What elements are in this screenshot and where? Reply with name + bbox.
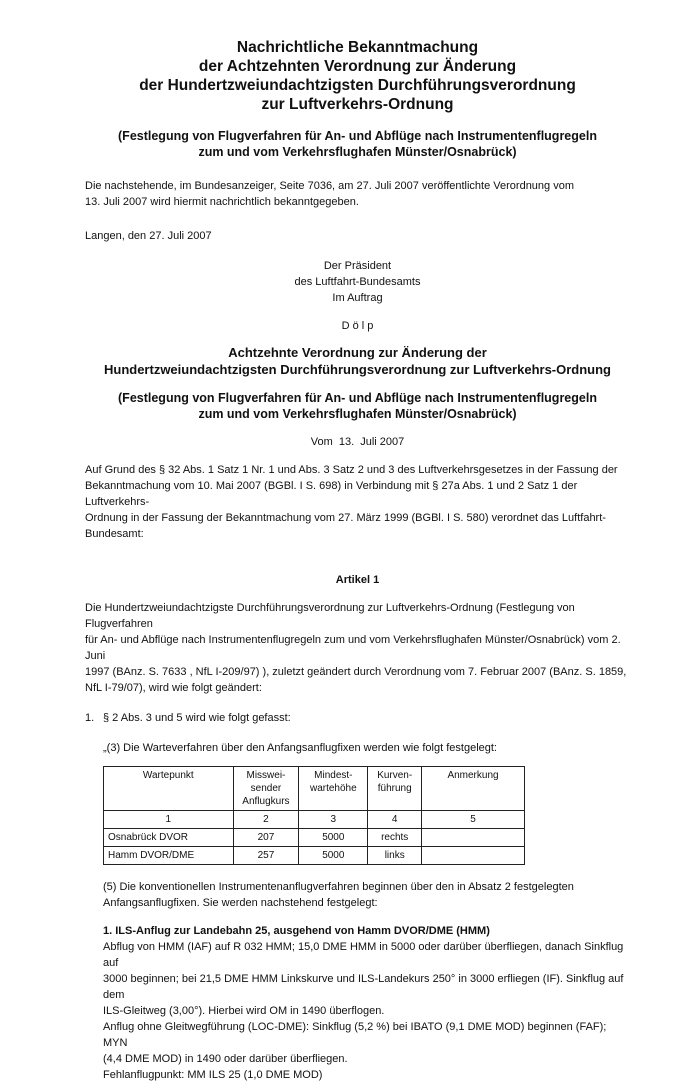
preamble-paragraph — [85, 462, 630, 542]
column-number: 5 — [422, 811, 525, 829]
header-cell-wartepunkt — [104, 767, 234, 811]
header-text: Mindest- — [314, 770, 353, 781]
list-text: § 2 Abs. 3 und 5 wird wie folgt gefasst: — [103, 712, 291, 724]
article-heading: Artikel 1 — [335, 574, 380, 586]
signature-block — [85, 258, 630, 334]
preamble-line: Bundesamt: — [85, 528, 144, 540]
ordinance-subtitle-line: (Festlegung von Flugverfahren für An- und Abflüge nach Instrumentenflugregeln — [118, 391, 597, 405]
ordinance-subtitle — [85, 390, 630, 422]
header-text: Anflugkurs — [242, 796, 290, 807]
table-cell: 5000 — [299, 829, 368, 847]
table-cell — [422, 847, 525, 865]
ils-line: 3000 beginnen; bei 21,5 DME HMM Linkskurve und ILS-Landekurs 250° in 3000 erfliegen (IF). Sinkflug auf dem — [103, 973, 624, 1001]
paragraph-5 — [103, 879, 630, 911]
title-line: zur Luftverkehrs-Ordnung — [261, 96, 454, 113]
intro-line: Die nachstehende, im Bundesanzeiger, Seite 7036, am 27. Juli 2007 veröffentlichte Verordnung vom — [85, 180, 575, 192]
table-cell: Hamm DVOR/DME — [104, 847, 234, 865]
header-text: Kurven- — [377, 770, 413, 781]
header-cell-anmerkung — [422, 767, 525, 811]
header-text: wartehöhe — [309, 783, 357, 794]
list-number: 1. — [85, 712, 95, 724]
holding-table — [103, 766, 525, 865]
table-cell: 257 — [233, 847, 299, 865]
table-number-row — [104, 811, 525, 829]
table-row — [104, 829, 525, 847]
signature-line: Der Präsident — [323, 260, 392, 272]
table-row — [104, 847, 525, 865]
header-text: Anmerkung — [447, 770, 499, 781]
column-number: 2 — [233, 811, 299, 829]
ordinance-title — [85, 344, 630, 378]
preamble-line: Auf Grund des § 32 Abs. 1 Satz 1 Nr. 1 und Abs. 3 Satz 2 und 3 des Luftverkehrsgesetzes in der Fassung der — [85, 464, 618, 476]
table-cell: rechts — [368, 829, 422, 847]
article-line: Die Hundertzweiundachtzigste Durchführungsverordnung zur Luftverkehrs-Ordnung (Festlegung von Flugverfahren — [85, 602, 575, 630]
intro-line: 13. Juli 2007 wird hiermit nachrichtlich bekanntgegeben. — [85, 196, 359, 208]
intro-paragraph — [85, 178, 630, 210]
paragraph-5-line: Anfangsanflugfixen. Sie werden nachstehend festgelegt: — [103, 897, 378, 909]
ils-line: Fehlanflugpunkt: MM ILS 25 (1,0 DME MOD) — [103, 1069, 323, 1081]
subtitle-line: (Festlegung von Flugverfahren für An- und Abflüge nach Instrumentenflugregeln — [118, 129, 597, 143]
ils-line: Anflug ohne Gleitwegführung (LOC-DME): Sinkflug (5,2 %) bei IBATO (9,1 DME MOD) beginnen (FAF); MYN — [103, 1021, 607, 1049]
table-cell: 5000 — [299, 847, 368, 865]
table-cell: 207 — [233, 829, 299, 847]
header-cell-kurvenfuehrung — [368, 767, 422, 811]
table-cell — [422, 829, 525, 847]
paragraph-5-line: (5) Die konventionellen Instrumentenanflugverfahren beginnen über den in Absatz 2 festgelegten — [103, 881, 574, 893]
ils-heading: 1. ILS-Anflug zur Landebahn 25, ausgehend von Hamm DVOR/DME (HMM) — [103, 925, 490, 937]
ordinance-title-line: Hundertzweiundachtzigsten Durchführungsverordnung zur Luftverkehrs-Ordnung — [103, 362, 611, 377]
article-line: für An- und Abflüge nach Instrumentenflugregeln zum und vom Verkehrsflughafen Münster/Osnabrück) vom 2. Juni — [85, 634, 621, 662]
article-line: NfL I-79/07), wird wie folgt geändert: — [85, 682, 262, 694]
title-line: der Hundertzweiundachtzigsten Durchführungsverordnung — [139, 77, 576, 94]
signature-line: des Luftfahrt-Bundesamts — [294, 276, 421, 288]
header-cell-wartehoehe — [299, 767, 368, 811]
ils-body — [103, 939, 630, 1083]
paragraph-3: „(3) Die Warteverfahren über den Anfangsanflugfixen werden wie folgt festgelegt: — [103, 742, 497, 754]
header-text: Wartepunkt — [142, 770, 194, 781]
ils-line: Abflug von HMM (IAF) auf R 032 HMM; 15,0 DME HMM in 5000 oder darüber überfliegen, danach Sinkflug auf — [103, 941, 624, 969]
column-number: 1 — [104, 811, 234, 829]
ordinance-subtitle-line: zum und vom Verkehrsflughafen Münster/Osnabrück) — [198, 407, 517, 421]
list-item-1 — [85, 710, 630, 726]
title-line: der Achtzehnten Verordnung zur Änderung — [198, 58, 517, 75]
article-line: 1997 (BAnz. S. 7633 , NfL I-209/97) ), zuletzt geändert durch Verordnung vom 7. Februar 2007 (BAnz. S. 1859, — [85, 666, 627, 678]
column-number: 4 — [368, 811, 422, 829]
ils-line: ILS-Gleitweg (3,00°). Hierbei wird OM in 1490 überflogen. — [103, 1005, 385, 1017]
table-header-row — [104, 767, 525, 811]
header-text: sender — [250, 783, 282, 794]
title-line: Nachrichtliche Bekanntmachung — [236, 39, 479, 56]
ordinance-date: Vom 13. Juli 2007 — [310, 436, 405, 448]
column-number: 3 — [299, 811, 368, 829]
ils-line: (4,4 DME MOD) in 1490 oder darüber überfliegen. — [103, 1053, 348, 1065]
document-title — [85, 38, 630, 114]
ordinance-title-line: Achtzehnte Verordnung zur Änderung der — [228, 345, 487, 360]
preamble-line: Bekanntmachung vom 10. Mai 2007 (BGBl. I S. 698) in Verbindung mit § 27a Abs. 1 und 2 Satz 1 der Luftverkehrs- — [85, 480, 578, 508]
table-cell: Osnabrück DVOR — [104, 829, 234, 847]
header-text: Misswei- — [246, 770, 286, 781]
header-text: führung — [377, 783, 412, 794]
table-cell: links — [368, 847, 422, 865]
header-cell-anflugkurs — [233, 767, 299, 811]
signature-name: D ö l p — [341, 320, 374, 332]
preamble-line: Ordnung in der Fassung der Bekanntmachung vom 27. März 1999 (BGBl. I S. 580) verordnet das Luftfahrt- — [85, 512, 606, 524]
document-subtitle — [85, 128, 630, 160]
subtitle-line: zum und vom Verkehrsflughafen Münster/Osnabrück) — [198, 145, 517, 159]
article-body — [85, 600, 630, 696]
document-page — [85, 38, 630, 1083]
signature-line: Im Auftrag — [332, 292, 383, 304]
place-date: Langen, den 27. Juli 2007 — [85, 230, 212, 242]
